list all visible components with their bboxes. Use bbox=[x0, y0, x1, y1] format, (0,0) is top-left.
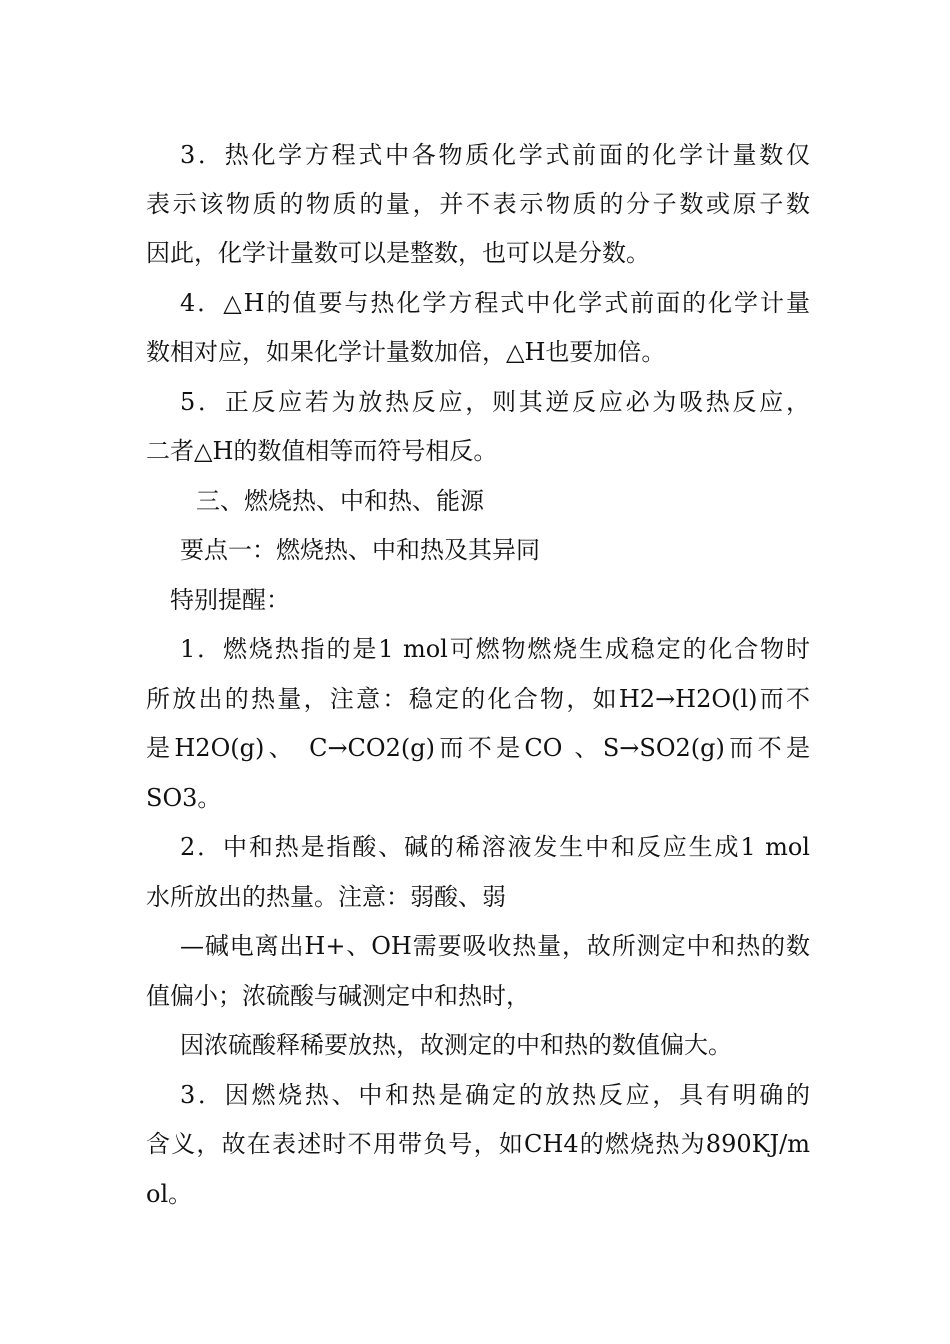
item-2-line-3: —碱电离出H+、OH需要吸收热量，故所测定中和热的数 bbox=[180, 932, 810, 960]
key-point-heading: 要点一：燃烧热、中和热及其异同 bbox=[180, 536, 540, 564]
item-1-line-4: SO3。 bbox=[146, 784, 222, 812]
paragraph-4-line-1: 4．△H的值要与热化学方程式中化学式前面的化学计量 bbox=[180, 289, 810, 317]
item-3-line-2: 含义，故在表述时不用带负号，如CH4的燃烧热为890KJ/m bbox=[146, 1130, 810, 1158]
item-3-line-1: 3．因燃烧热、中和热是确定的放热反应，具有明确的 bbox=[180, 1081, 810, 1109]
item-1-line-3: 是H2O(g)、 C→CO2(g)而不是CO 、S→SO2(g)而不是 bbox=[146, 734, 810, 762]
item-1-line-2: 所放出的热量，注意：稳定的化合物，如H2→H2O(l)而不 bbox=[146, 685, 810, 713]
paragraph-3-line-3: 因此，化学计量数可以是整数，也可以是分数。 bbox=[146, 239, 650, 267]
section-heading: 三、燃烧热、中和热、能源 bbox=[196, 487, 484, 515]
paragraph-3-line-1: 3．热化学方程式中各物质化学式前面的化学计量数仅 bbox=[180, 141, 810, 169]
item-2-line-2: 水所放出的热量。注意：弱酸、弱 bbox=[146, 883, 506, 911]
item-2-line-4: 值偏小；浓硫酸与碱测定中和热时， bbox=[146, 982, 530, 1010]
paragraph-4-line-2: 数相对应，如果化学计量数加倍，△H也要加倍。 bbox=[146, 338, 666, 366]
item-2-line-1: 2．中和热是指酸、碱的稀溶液发生中和反应生成1 mol bbox=[180, 833, 810, 861]
paragraph-5-line-1: 5．正反应若为放热反应，则其逆反应必为吸热反应， bbox=[180, 388, 810, 416]
item-3-line-3: ol。 bbox=[146, 1180, 193, 1208]
special-note-label: 特别提醒： bbox=[170, 586, 290, 614]
paragraph-3-line-2: 表示该物质的物质的量，并不表示物质的分子数或原子数 bbox=[146, 190, 810, 218]
item-2-line-5: 因浓硫酸释稀要放热，故测定的中和热的数值偏大。 bbox=[180, 1031, 732, 1059]
paragraph-5-line-2: 二者△H的数值相等而符号相反。 bbox=[146, 437, 498, 465]
item-1-line-1: 1．燃烧热指的是1 mol可燃物燃烧生成稳定的化合物时 bbox=[180, 635, 810, 663]
